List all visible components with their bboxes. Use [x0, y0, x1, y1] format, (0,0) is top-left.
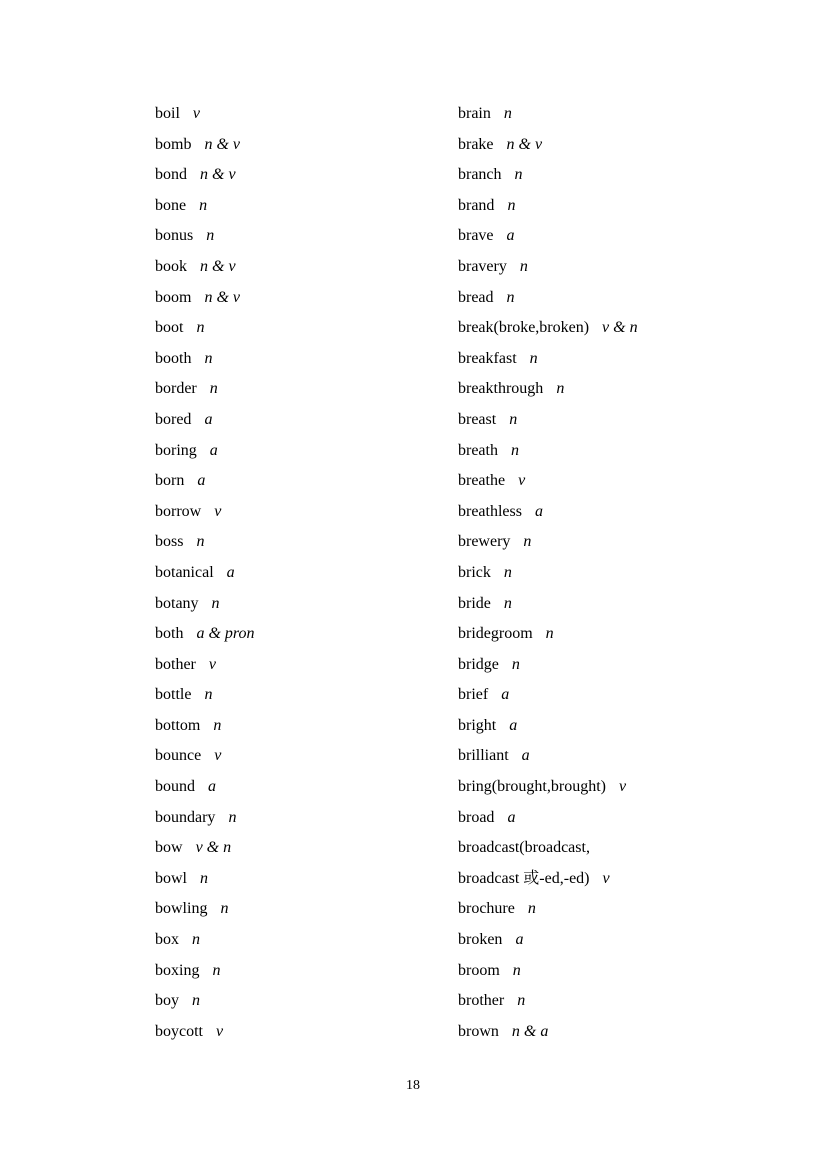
pos-tag: a [515, 931, 524, 949]
word: box [155, 931, 179, 949]
pos-tag: n [506, 288, 515, 306]
list-item [458, 405, 788, 436]
word: boot [155, 319, 184, 337]
word: breakfast [458, 349, 517, 367]
pos-tag: a [506, 227, 515, 245]
word: brick [458, 563, 491, 581]
word: bored [155, 410, 192, 428]
word: boy [155, 992, 179, 1010]
pos-tag: v [192, 105, 200, 122]
word: bomb [155, 135, 192, 153]
list-item [155, 833, 445, 864]
word: bound [155, 778, 195, 796]
list-item [155, 803, 445, 834]
list-item [458, 833, 788, 864]
list-item [155, 344, 445, 375]
word: book [155, 257, 187, 275]
pos-tag: n [192, 931, 200, 949]
list-item [458, 558, 788, 589]
word: brown [458, 1022, 499, 1040]
word: bring(brought,brought) [458, 778, 606, 796]
word: bottom [155, 716, 201, 734]
word: bother [155, 655, 196, 673]
list-item [155, 191, 445, 222]
pos-tag: a [204, 410, 213, 428]
pos-tag: v [208, 655, 216, 673]
list-item [458, 956, 788, 987]
list-item [458, 283, 788, 314]
pos-tag: a [509, 716, 518, 734]
pos-tag: n [527, 900, 536, 918]
pos-tag: n [211, 594, 220, 612]
list-item [155, 99, 445, 130]
list-item [458, 160, 788, 191]
word: boycott [155, 1022, 203, 1040]
pos-tag: a & pron [196, 625, 255, 643]
list-item [458, 711, 788, 742]
list-item [458, 589, 788, 620]
list-item [155, 221, 445, 252]
pos-tag: v [214, 747, 222, 765]
list-item [155, 772, 445, 803]
pos-tag: n [519, 257, 528, 275]
list-item [458, 99, 788, 130]
pos-tag: a [521, 747, 530, 765]
list-item [458, 619, 788, 650]
list-item [155, 1017, 445, 1048]
list-item [458, 680, 788, 711]
word: brother [458, 992, 505, 1010]
word: breath [458, 441, 498, 459]
word: both [155, 625, 184, 643]
word: borrow [155, 502, 202, 520]
pos-tag: a [209, 441, 218, 459]
word: bond [155, 166, 187, 184]
list-item [458, 466, 788, 497]
pos-tag: n [529, 349, 538, 367]
list-item [155, 436, 445, 467]
pos-tag: n & v [204, 135, 240, 153]
list-item [155, 405, 445, 436]
list-item [155, 466, 445, 497]
list-item [458, 741, 788, 772]
pos-tag: n [228, 808, 237, 826]
word: brake [458, 135, 494, 153]
list-item [458, 772, 788, 803]
list-item [458, 650, 788, 681]
pos-tag: v [518, 472, 526, 490]
pos-tag: v & n [195, 839, 232, 857]
word: bone [155, 196, 187, 214]
list-item [458, 344, 788, 375]
word: brochure [458, 900, 515, 918]
word: breakthrough [458, 380, 544, 398]
list-item [458, 1017, 788, 1048]
pos-tag: n [209, 380, 218, 398]
pos-tag: n & v [200, 166, 236, 184]
word: bridge [458, 655, 499, 673]
pos-tag: a [226, 563, 235, 581]
list-item [458, 130, 788, 161]
pos-tag: n [196, 533, 205, 551]
pos-tag: a [534, 502, 543, 520]
pos-tag: a [501, 686, 510, 704]
pos-tag: n [510, 441, 519, 459]
pos-tag: n [503, 563, 512, 581]
word: brewery [458, 533, 511, 551]
list-item [458, 191, 788, 222]
list-item [155, 741, 445, 772]
word: brilliant [458, 747, 509, 765]
list-item [155, 130, 445, 161]
pos-tag: n [509, 410, 518, 428]
word: boil [155, 105, 180, 122]
word: botany [155, 594, 199, 612]
pos-tag: n & a [511, 1022, 549, 1040]
list-item [155, 680, 445, 711]
pos-tag: n [199, 196, 208, 214]
word-column-left [155, 99, 445, 1047]
pos-tag: n [204, 349, 213, 367]
pos-tag: n [556, 380, 565, 398]
list-item [458, 313, 788, 344]
word: brain [458, 105, 491, 122]
list-item [155, 497, 445, 528]
word: bread [458, 288, 494, 306]
pos-tag: n [512, 961, 521, 979]
pos-tag: n [192, 992, 200, 1010]
list-item [155, 589, 445, 620]
word: botanical [155, 563, 214, 581]
word: brave [458, 227, 494, 245]
pos-tag: n [503, 105, 512, 122]
word: breathless [458, 502, 522, 520]
page-number: 18 [406, 1078, 420, 1093]
word: break(broke,broken) [458, 319, 590, 337]
word: booth [155, 349, 192, 367]
pos-tag: n [511, 655, 520, 673]
word: bride [458, 594, 491, 612]
list-item [155, 374, 445, 405]
word: boring [155, 441, 197, 459]
list-item [155, 894, 445, 925]
list-item [155, 986, 445, 1017]
word: boxing [155, 961, 200, 979]
list-item [155, 527, 445, 558]
pos-tag: a [208, 778, 216, 796]
word: bowling [155, 900, 208, 918]
list-item [155, 558, 445, 589]
word: broadcast 或-ed,-ed) [458, 869, 590, 887]
list-item [458, 527, 788, 558]
list-item [155, 252, 445, 283]
pos-tag: n [220, 900, 229, 918]
pos-tag: n [213, 716, 222, 734]
pos-tag: v [602, 869, 610, 887]
pos-tag: n & v [204, 288, 240, 306]
list-item [458, 374, 788, 405]
word: border [155, 380, 197, 398]
pos-tag: n [196, 319, 205, 337]
pos-tag: a [197, 472, 206, 490]
pos-tag: n [545, 625, 554, 643]
word-column-right [458, 99, 788, 1047]
list-item [458, 221, 788, 252]
list-item [155, 711, 445, 742]
pos-tag: n & v [200, 257, 236, 275]
pos-tag: n [517, 992, 526, 1010]
pos-tag: a [507, 808, 516, 826]
list-item [458, 252, 788, 283]
word: born [155, 472, 185, 490]
pos-tag: n [206, 227, 215, 245]
word: bow [155, 839, 183, 857]
list-item [155, 956, 445, 987]
word: brand [458, 196, 495, 214]
list-item [155, 313, 445, 344]
word: broadcast(broadcast, [458, 839, 590, 857]
word: bright [458, 716, 497, 734]
word: bridegroom [458, 625, 533, 643]
pos-tag: v [618, 778, 627, 796]
list-item [458, 894, 788, 925]
word: breast [458, 410, 497, 428]
word: boss [155, 533, 184, 551]
list-item [458, 864, 788, 895]
list-item [458, 436, 788, 467]
word: brief [458, 686, 489, 704]
pos-tag: n & v [506, 135, 543, 153]
list-item [458, 925, 788, 956]
pos-tag: n [523, 533, 532, 551]
word: bottle [155, 686, 192, 704]
word: broad [458, 808, 495, 826]
pos-tag: n [503, 594, 512, 612]
pos-tag: n [514, 166, 523, 184]
word: bonus [155, 227, 194, 245]
list-item [155, 650, 445, 681]
list-item [458, 986, 788, 1017]
word: breathe [458, 472, 506, 490]
list-item [155, 283, 445, 314]
word: broken [458, 931, 503, 949]
pos-tag: v [216, 1022, 224, 1040]
word: branch [458, 166, 502, 184]
list-item [458, 803, 788, 834]
pos-tag: n [200, 869, 208, 887]
list-item [458, 497, 788, 528]
word: boundary [155, 808, 216, 826]
pos-tag: v & n [602, 319, 638, 337]
pos-tag: n [507, 196, 516, 214]
word: bravery [458, 257, 507, 275]
list-item [155, 925, 445, 956]
word: broom [458, 961, 500, 979]
pos-tag: v [214, 502, 222, 520]
pos-tag: n [212, 961, 221, 979]
list-item [155, 864, 445, 895]
word: boom [155, 288, 192, 306]
word: bowl [155, 869, 187, 887]
pos-tag: n [204, 686, 213, 704]
list-item [155, 160, 445, 191]
word: bounce [155, 747, 202, 765]
list-item [155, 619, 445, 650]
